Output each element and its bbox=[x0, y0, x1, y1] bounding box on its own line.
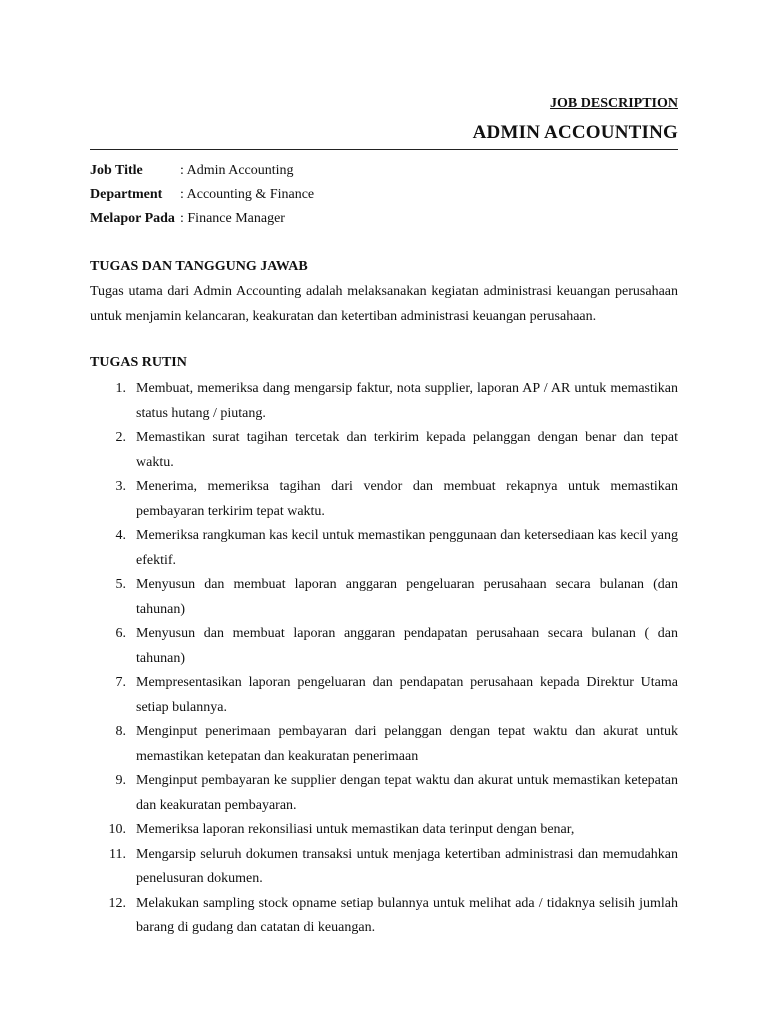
list-item-number: 8. bbox=[115, 724, 126, 739]
list-item-number: 7. bbox=[115, 675, 126, 690]
list-item bbox=[90, 892, 678, 941]
list-item-text: Menginput penerimaan pembayaran dari pelanggan dengan tepat waktu dan akurat untuk memastikan ketepatan dan keakuratan penerimaan bbox=[136, 724, 678, 764]
list-item bbox=[90, 818, 678, 843]
list-item-number: 12. bbox=[108, 895, 126, 911]
list-item-text: Menyusun dan membuat laporan anggaran pengeluaran perusahaan secara bulanan (dan tahunan) bbox=[136, 577, 678, 617]
info-label: Job Title bbox=[90, 163, 143, 178]
list-item bbox=[90, 671, 678, 720]
list-item-text: Memeriksa laporan rekonsiliasi untuk memastikan data terinput dengan benar, bbox=[136, 822, 575, 837]
list-item bbox=[90, 573, 678, 622]
routine-task-list bbox=[90, 377, 678, 941]
info-label: Department bbox=[90, 187, 163, 202]
duties-heading: TUGAS DAN TANGGUNG JAWAB bbox=[90, 259, 308, 274]
info-row-department bbox=[90, 183, 678, 207]
list-item-number: 2. bbox=[115, 430, 126, 445]
info-row-job-title bbox=[90, 159, 678, 183]
list-item-text: Membuat, memeriksa dang mengarsip faktur, nota supplier, laporan AP / AR untuk memastikan status hutang / piutang. bbox=[136, 381, 678, 421]
info-value: : Finance Manager bbox=[180, 211, 285, 226]
header-divider bbox=[90, 149, 678, 150]
list-item bbox=[90, 720, 678, 769]
document-title: ADMIN ACCOUNTING bbox=[472, 122, 678, 143]
job-info-block bbox=[90, 159, 678, 231]
list-item-text: Menginput pembayaran ke supplier dengan tepat waktu dan akurat untuk memastikan ketepatan dan keakuratan pembayaran. bbox=[136, 773, 678, 813]
list-item bbox=[90, 769, 678, 818]
list-item-text: Menyusun dan membuat laporan anggaran pendapatan perusahaan secara bulanan ( dan tahunan) bbox=[136, 626, 678, 666]
list-item-number: 10. bbox=[108, 822, 126, 837]
list-item bbox=[90, 475, 678, 524]
document-header bbox=[90, 94, 678, 146]
duties-paragraph: Tugas utama dari Admin Accounting adalah melaksanakan kegiatan administrasi keuangan perusahaan untuk menjamin kelancaran, keakuratan dan ketertiban administrasi keuangan perusahaan. bbox=[90, 284, 678, 324]
list-item-number: 3. bbox=[115, 479, 126, 494]
routine-heading: TUGAS RUTIN bbox=[90, 355, 187, 370]
list-item-number: 1. bbox=[115, 381, 126, 396]
list-item bbox=[90, 524, 678, 573]
list-item bbox=[90, 426, 678, 475]
list-item-text: Melakukan sampling stock opname setiap bulannya untuk melihat ada / tidaknya selisih jumlah barang di gudang dan catatan di keuangan. bbox=[136, 895, 678, 935]
list-item-number: 6. bbox=[115, 626, 126, 641]
document-type-label: JOB DESCRIPTION bbox=[550, 96, 678, 111]
list-item-text: Mempresentasikan laporan pengeluaran dan pendapatan perusahaan kepada Direktur Utama setiap bulannya. bbox=[136, 675, 678, 715]
list-item-text: Menerima, memeriksa tagihan dari vendor dan membuat rekapnya untuk memastikan pembayaran terkirim tepat waktu. bbox=[136, 479, 678, 519]
list-item-number: 11. bbox=[109, 846, 126, 862]
list-item bbox=[90, 843, 678, 892]
info-row-reports-to bbox=[90, 207, 678, 231]
list-item-text: Mengarsip seluruh dokumen transaksi untuk menjaga ketertiban administrasi dan memudahkan penelusuran dokumen. bbox=[136, 846, 678, 886]
list-item bbox=[90, 622, 678, 671]
info-value: : Admin Accounting bbox=[180, 163, 294, 178]
list-item-number: 9. bbox=[115, 773, 126, 788]
info-label: Melapor Pada bbox=[90, 211, 175, 226]
list-item-text: Memeriksa rangkuman kas kecil untuk memastikan penggunaan dan ketersediaan kas kecil yang efektif. bbox=[136, 528, 678, 568]
list-item-text: Memastikan surat tagihan tercetak dan terkirim kepada pelanggan dengan benar dan tepat waktu. bbox=[136, 430, 678, 470]
list-item-number: 5. bbox=[115, 577, 126, 592]
info-value: : Accounting & Finance bbox=[180, 187, 315, 202]
list-item-number: 4. bbox=[115, 528, 126, 543]
list-item bbox=[90, 377, 678, 426]
